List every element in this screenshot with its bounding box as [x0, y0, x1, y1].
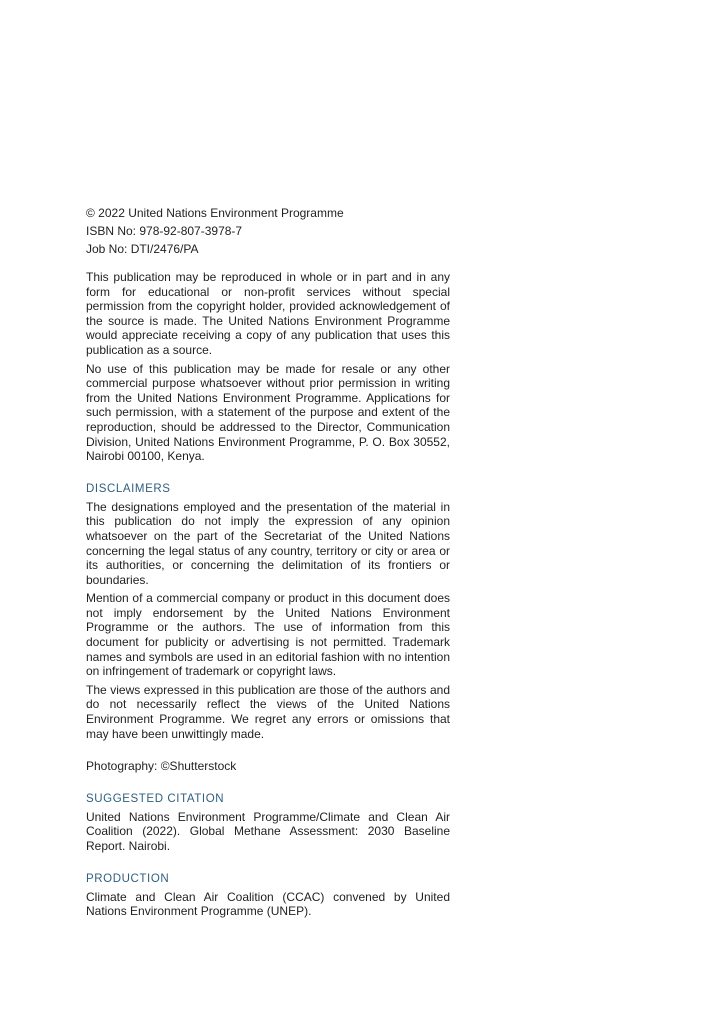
disclaimer-views-paragraph: The views expressed in this publication are those of the authors and do not necessarily reflect the views of the United Nations Environment Programme. We regret any errors or omissions that may have been unwittingly made.: [86, 682, 450, 741]
production-heading: PRODUCTION: [86, 872, 170, 885]
suggested-citation-heading: SUGGESTED CITATION: [86, 792, 225, 805]
job-number-line: Job No: DTI/2476/PA: [86, 242, 199, 256]
imprint-page: [86, 206, 450, 923]
copyright-line: © 2022 United Nations Environment Programme: [86, 206, 344, 220]
disclaimers-heading: DISCLAIMERS: [86, 482, 171, 495]
photography-credit: Photography: ©Shutterstock: [86, 759, 237, 774]
commercial-use-paragraph: No use of this publication may be made for resale or any other commercial purpose whatsoever without prior permission in writing from the United Nations Environment Programme. Applications for such permission, with a statement of the purpose and extent of the reproduction, should be addressed to the Director, Communication Division, United Nations Environment Programme, P. O. Box 30552, Nairobi 00100, Kenya.: [86, 361, 450, 464]
isbn-line: ISBN No: 978-92-807-3978-7: [86, 224, 243, 238]
disclaimer-designations-paragraph: The designations employed and the presentation of the material in this publication do not imply the expression of any opinion whatsoever on the part of the Secretariat of the United Nations concerning the legal status of any country, territory or city or area or its authorities, or concerning the delimitation of its frontiers or boundaries.: [86, 499, 450, 587]
production-text: Climate and Clean Air Coalition (CCAC) convened by United Nations Environment Programme (UNEP).: [86, 889, 450, 919]
disclaimer-endorsement-paragraph: Mention of a commercial company or product in this document does not imply endorsement by the United Nations Environment Programme or the authors. The use of information from this document for publicity or advertising is not permitted. Trademark names and symbols are used in an editorial fashion with no intention on infringement of trademark or copyright laws.: [86, 591, 450, 679]
suggested-citation-text: United Nations Environment Programme/Climate and Clean Air Coalition (2022). Global Methane Assessment: 2030 Baseline Report. Nairobi.: [86, 809, 450, 853]
reproduction-rights-paragraph: This publication may be reproduced in whole or in part and in any form for educational or non-profit services without special permission from the copyright holder, provided acknowledgement of the source is made. The United Nations Environment Programme would appreciate receiving a copy of any publication that uses this publication as a source.: [86, 270, 450, 357]
